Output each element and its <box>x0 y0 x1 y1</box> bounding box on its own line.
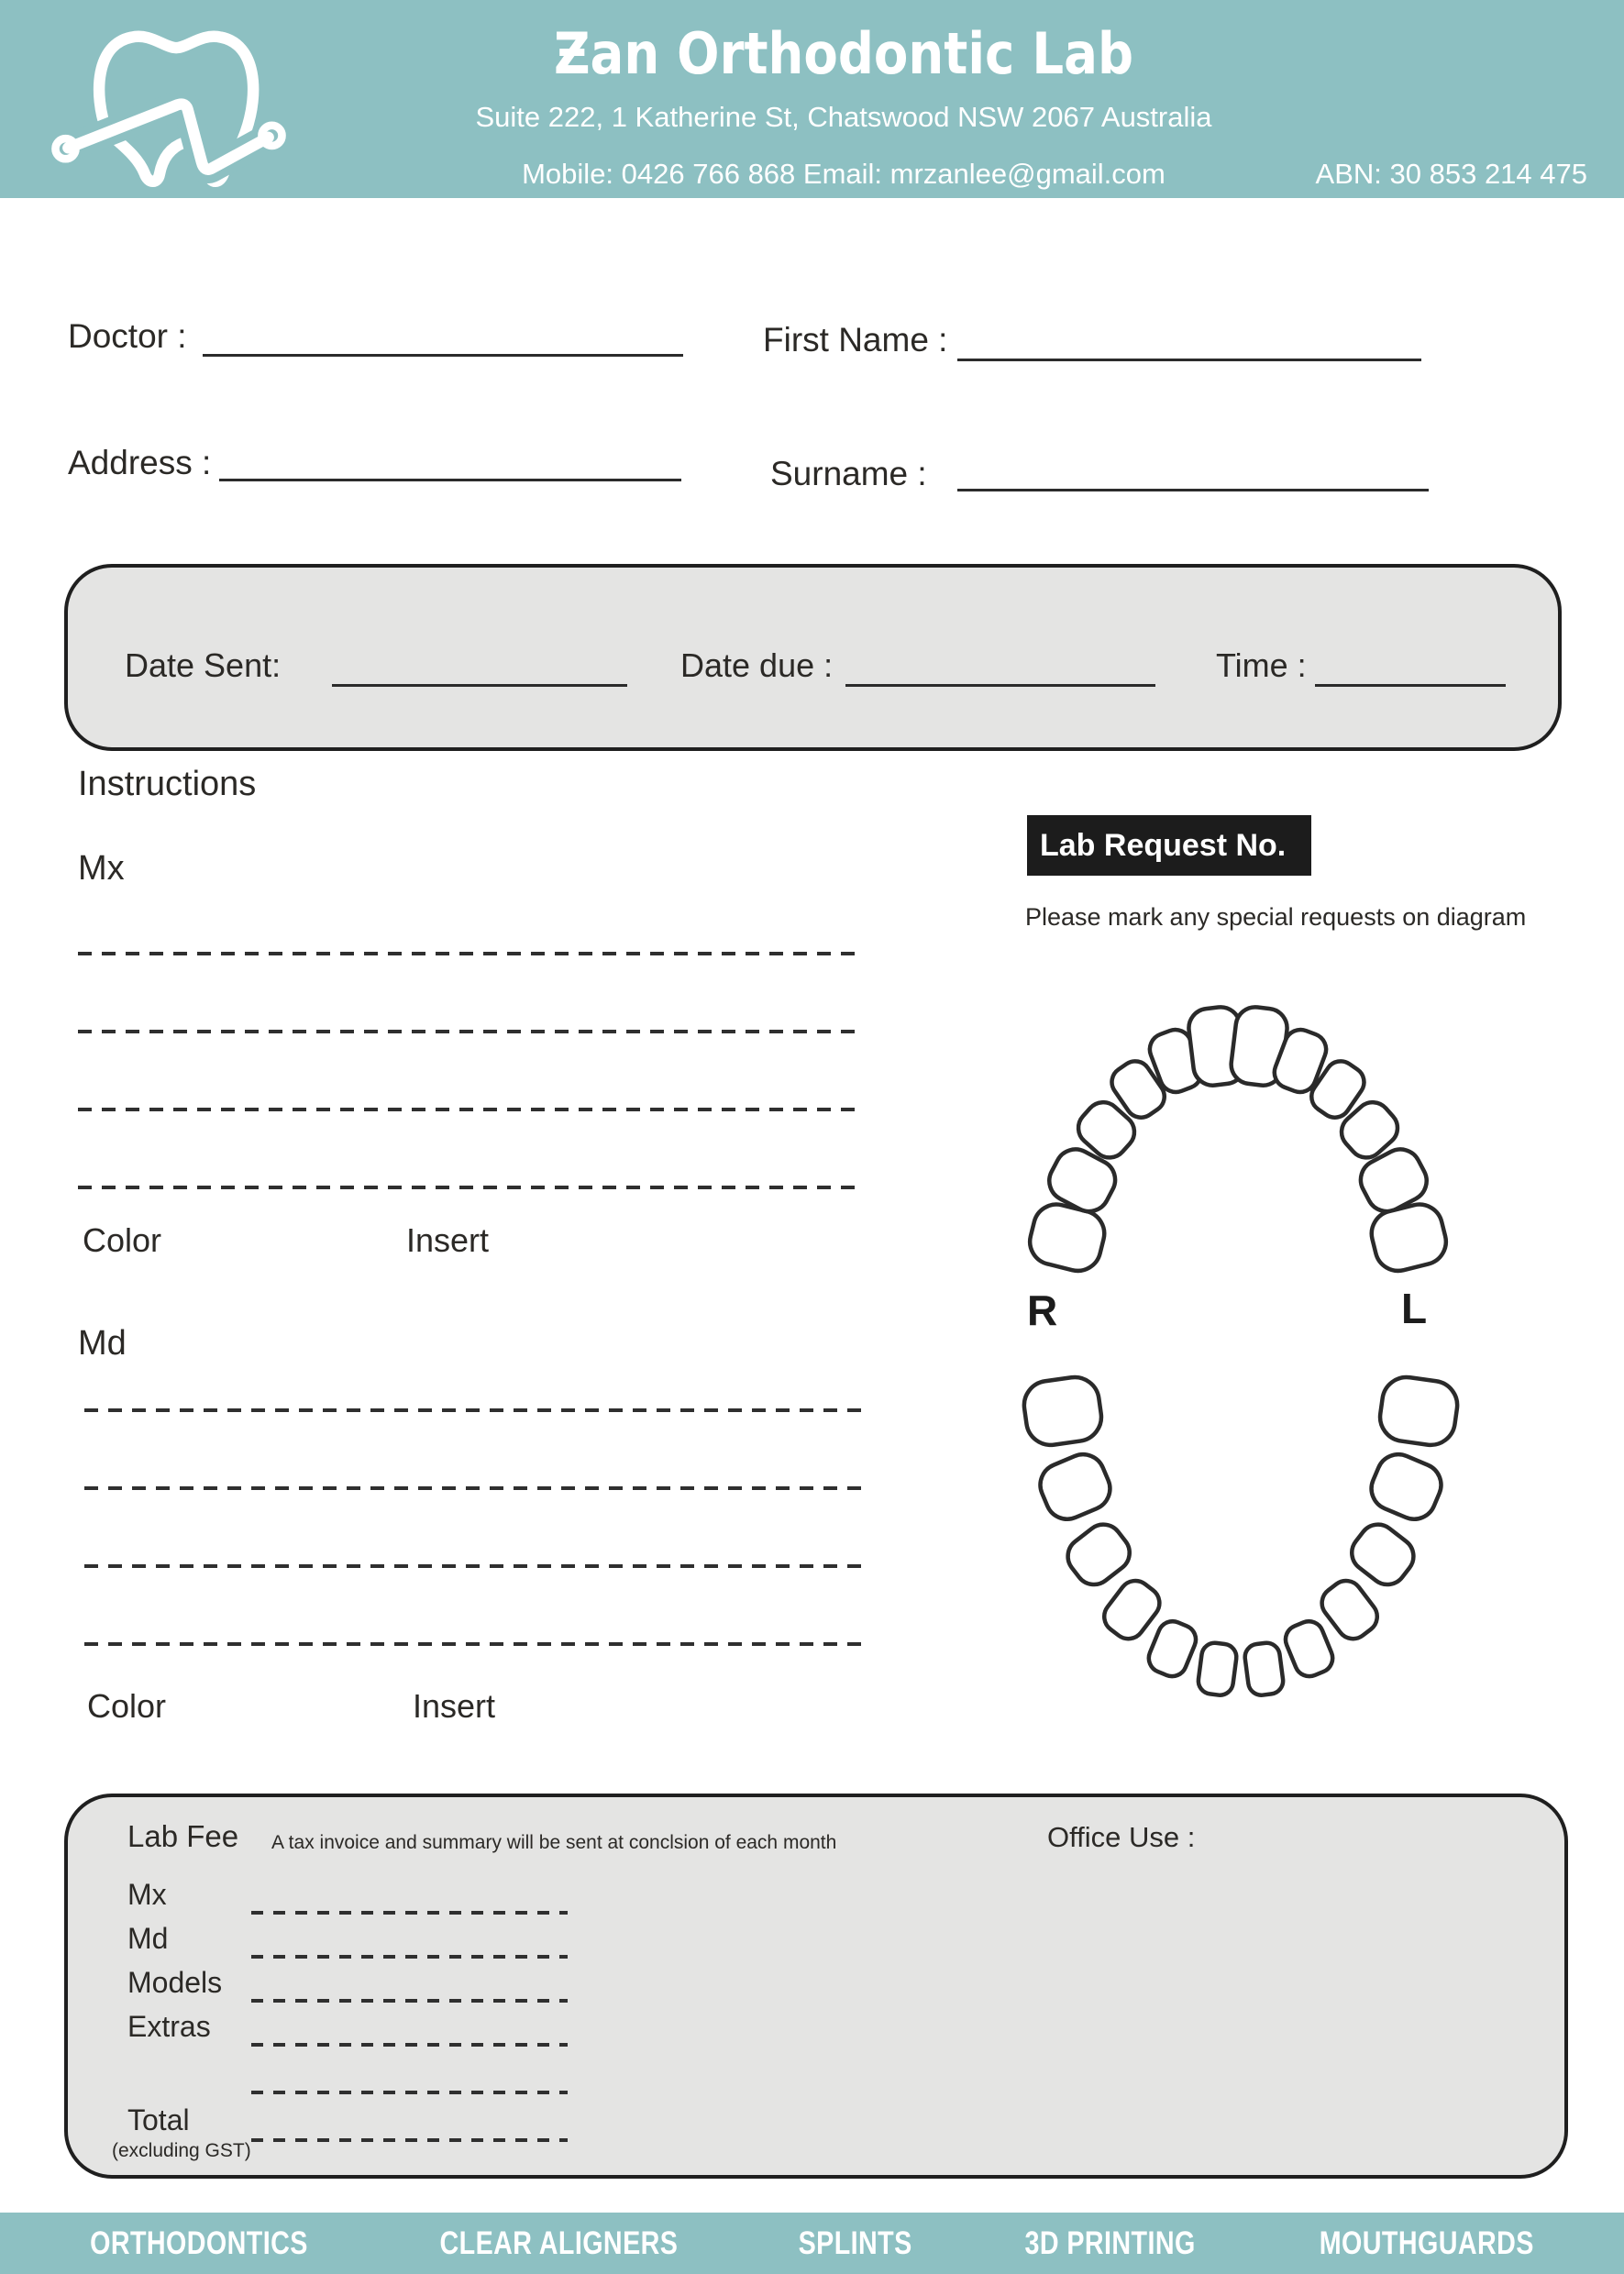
first-name-label: First Name : <box>763 321 948 359</box>
left-side-label: L <box>1401 1285 1428 1332</box>
upper-arch-diagram[interactable] <box>1009 983 1467 1295</box>
tooth <box>1281 1617 1337 1681</box>
footer-item-clear-aligners: CLEAR ALIGNERS <box>439 2224 679 2261</box>
fee-extras-amount-line[interactable] <box>251 2043 568 2047</box>
lab-address: Suite 222, 1 Katherine St, Chatswood NSW 2067 Australia <box>475 101 1212 133</box>
diagram-note: Please mark any special requests on diagram <box>1025 903 1527 931</box>
tooth <box>1060 1517 1137 1592</box>
lab-contact: Mobile: 0426 766 868 Email: mrzanlee@gmail.com <box>522 158 1166 190</box>
fee-total-amount-line[interactable] <box>251 2138 568 2142</box>
fee-md-amount-line[interactable] <box>251 1955 568 1959</box>
tooth <box>1377 1374 1461 1449</box>
office-use-label: Office Use : <box>1047 1821 1196 1853</box>
fee-extra-amount-line[interactable] <box>251 2091 568 2094</box>
address-field-line[interactable] <box>219 479 681 481</box>
footer-item-mouthguards: MOUTHGUARDS <box>1320 2224 1535 2261</box>
page-title: Ƶan Orthodontic Lab <box>553 20 1134 87</box>
tooth-logo-icon <box>46 9 312 215</box>
fee-mx-amount-line[interactable] <box>251 1911 568 1915</box>
date-due-label: Date due : <box>680 646 834 684</box>
fee-row-md-label: Md <box>127 1922 169 1955</box>
md-insert-label: Insert <box>413 1687 496 1725</box>
footer-services-bar <box>0 2213 1624 2274</box>
footer-item-orthodontics: ORTHODONTICS <box>90 2224 308 2261</box>
md-label: Md <box>78 1324 127 1363</box>
date-sent-label: Date Sent: <box>125 646 282 684</box>
fee-row-mx-label: Mx <box>127 1878 167 1911</box>
date-due-field-line[interactable] <box>845 684 1155 687</box>
address-label: Address : <box>68 444 212 481</box>
gst-note: (excluding GST) <box>112 2140 251 2161</box>
lab-request-no-badge: Lab Request No. <box>1027 815 1311 876</box>
footer-item-3d-printing: 3D PRINTING <box>1024 2224 1196 2261</box>
lab-fee-title: Lab Fee <box>127 1819 239 1853</box>
tooth <box>1344 1517 1421 1592</box>
tooth <box>1144 1617 1200 1681</box>
date-sent-field-line[interactable] <box>332 684 627 687</box>
fee-row-extras-label: Extras <box>127 2010 211 2043</box>
lab-fee-box <box>64 1794 1568 2179</box>
time-label: Time : <box>1216 646 1307 684</box>
tooth <box>1021 1374 1104 1449</box>
fee-row-models-label: Models <box>127 1966 223 1999</box>
md-writing-line-2[interactable] <box>84 1486 866 1490</box>
mx-writing-line-4[interactable] <box>78 1186 856 1189</box>
right-side-label: R <box>1027 1286 1058 1334</box>
mx-label: Mx <box>78 849 125 888</box>
mx-writing-line-3[interactable] <box>78 1108 856 1111</box>
doctor-label: Doctor : <box>68 317 187 355</box>
time-field-line[interactable] <box>1315 684 1506 687</box>
lab-fee-note: A tax invoice and summary will be sent at conclsion of each month <box>271 1832 837 1853</box>
lower-arch-diagram[interactable] <box>1011 1337 1470 1715</box>
instructions-title: Instructions <box>78 765 257 803</box>
lab-abn: ABN: 30 853 214 475 <box>1315 158 1587 190</box>
tooth <box>1243 1641 1285 1696</box>
doctor-field-line[interactable] <box>203 354 683 357</box>
md-color-label: Color <box>87 1687 167 1725</box>
footer-item-splints: SPLINTS <box>798 2224 912 2261</box>
md-writing-line-1[interactable] <box>84 1408 866 1412</box>
mx-writing-line-1[interactable] <box>78 952 856 955</box>
mx-insert-label: Insert <box>406 1221 490 1259</box>
surname-field-line[interactable] <box>957 489 1429 491</box>
md-writing-line-4[interactable] <box>84 1642 866 1646</box>
fee-total-label: Total <box>127 2103 190 2136</box>
fee-models-amount-line[interactable] <box>251 1999 568 2003</box>
mx-color-label: Color <box>83 1221 162 1259</box>
header <box>0 0 1624 198</box>
tooth <box>1364 1448 1447 1526</box>
first-name-field-line[interactable] <box>957 359 1421 361</box>
mx-writing-line-2[interactable] <box>78 1030 856 1033</box>
tooth <box>1033 1448 1116 1526</box>
tooth <box>1197 1641 1238 1696</box>
surname-label: Surname : <box>770 455 927 492</box>
dates-box <box>64 564 1562 751</box>
md-writing-line-3[interactable] <box>84 1564 866 1568</box>
